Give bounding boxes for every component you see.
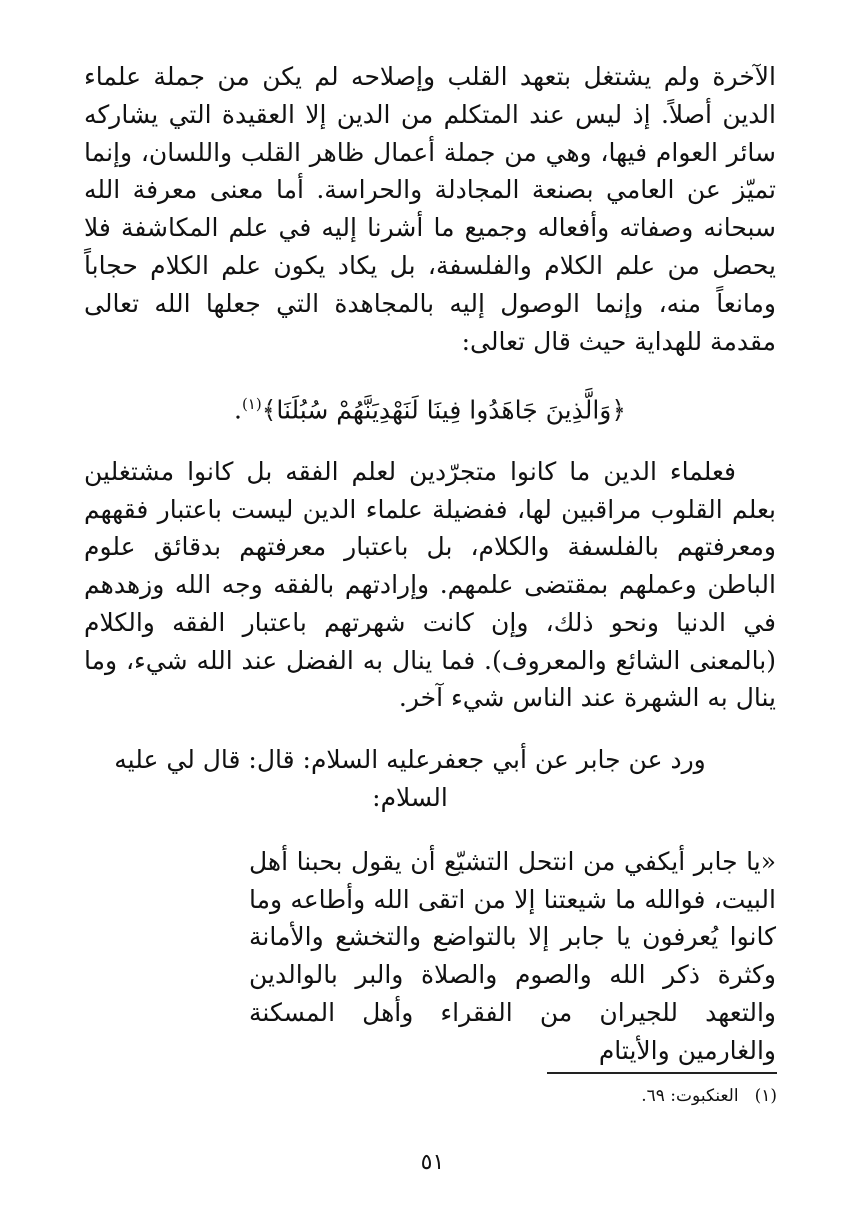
verse-footnote-ref: (١)	[241, 395, 262, 414]
paragraph-1: الآخرة ولم يشتغل بتعهد القلب وإصلاحه لم يكن من جملة علماء الدين أصلاً. إذ ليس عند المتكلم من الدين إلا العقيدة التي يشاركه سائر العوام فيها، وهي من جملة أعمال ظاهر القلب واللسان، وإنما تميّز عن العامي بصنعة المجادلة والحراسة. أما معنى معرفة الله سبحانه وصفاته وأفعاله وجميع ما أشرنا إليه في علم المكاشفة فلا يحصل من علم الكلام والفلسفة، بل يكاد يكون علم الكلام حجاباً ومانعاً منه، وإنما الوصول إليه بالمجاهدة التي جعلها الله تعالى مقدمة للهداية حيث قال تعالى:	[84, 62, 776, 356]
footnote-text: العنكبوت: ٦٩.	[641, 1086, 739, 1106]
verse-end: .	[233, 395, 242, 425]
footnote	[641, 1084, 777, 1108]
paragraph-2: فعلماء الدين ما كانوا متجرّدين لعلم الفقه بل كانوا مشتغلين بعلم القلوب مراقبين لها، ففضيلة علماء الدين ليست باعتبار فقههم ومعرفتهم بالفلسفة والكلام، بل باعتبار معرفتهم بدقائق علوم الباطن وعملهم بمقتضى علمهم. وإرادتهم بالفقه وجه الله وزهدهم في الدنيا ونحو ذلك، وإن كانت شهرتهم باعتبار الفقه والكلام (بالمعنى الشائع والمعروف). فما ينال به الفضل عند الله شيء، وما ينال به الشهرة عند الناس شيء آخر.	[84, 456, 776, 713]
verse-text: ﴿وَالَّذِينَ جَاهَدُوا فِينَا لَنَهْدِيَنَّهُمْ سُبُلَنَا﴾	[261, 395, 627, 425]
narration-line: ورد عن جابر عن أبي جعفرعليه السلام: قال: قال لي عليه السلام:	[114, 745, 706, 813]
footnote-number: (١)	[754, 1086, 777, 1106]
footnote-divider	[547, 1072, 777, 1074]
quran-verse	[84, 384, 776, 430]
hadith-quote: «يا جابر أيكفي من انتحل التشيّع أن يقول بحبنا أهل البيت، فوالله ما شيعتنا إلا من اتقى الله وأطاعه وما كانوا يُعرفون يا جابر إلا بالتواضع والتخشع والأمانة وكثرة ذكر الله والصوم والصلاة والبر بالوالدين والتعهد للجيران من الفقراء وأهل المسكنة والغارمين والأيتام	[249, 846, 776, 1065]
page-body	[84, 58, 776, 1070]
page-number: ٥١	[420, 1150, 445, 1175]
